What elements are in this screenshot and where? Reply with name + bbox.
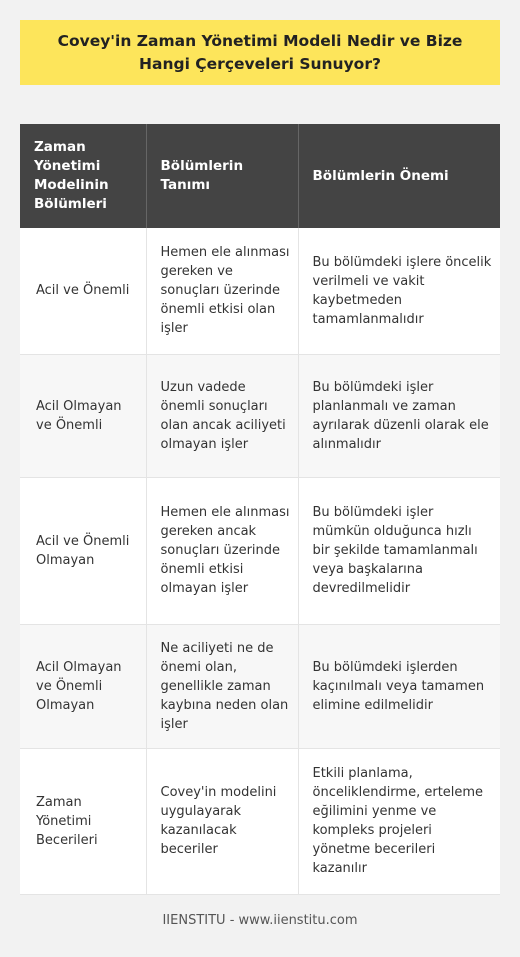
cell-definition: Hemen ele alınması gereken ancak sonuçları üzerinde önemli etkisi olmayan işler: [146, 477, 298, 624]
cell-section: Acil ve Önemli Olmayan: [20, 477, 146, 624]
cell-definition: Covey'in modelini uygulayarak kazanılacak beceriler: [146, 748, 298, 894]
footer-credit: IIENSTITU - www.iienstitu.com: [162, 913, 358, 928]
cell-importance: Bu bölümdeki işler mümkün olduğunca hızlı bir şekilde tamamlanmalı veya başkalarına devredilmelidir: [298, 477, 500, 624]
cell-definition: Uzun vadede önemli sonuçları olan ancak aciliyeti olmayan işler: [146, 354, 298, 477]
cell-importance: Bu bölümdeki işler planlanmalı ve zaman ayrılarak düzenli olarak ele alınmalıdır: [298, 354, 500, 477]
header-definition: Bölümlerin Tanımı: [146, 124, 298, 228]
cell-definition: Ne aciliyeti ne de önemi olan, genellikle zaman kaybına neden olan işler: [146, 624, 298, 748]
cell-importance: Etkili planlama, önceliklendirme, erteleme eğilimini yenme ve kompleks projeleri yönetme becerileri kazanılır: [298, 748, 500, 894]
table-row: [20, 748, 500, 894]
cell-section: Acil Olmayan ve Önemli: [20, 354, 146, 477]
title-banner: [20, 20, 500, 85]
cell-importance: Bu bölümdeki işlerden kaçınılmalı veya tamamen elimine edilmelidir: [298, 624, 500, 748]
table-row: [20, 624, 500, 748]
header-sections: Zaman Yönetimi Modelinin Bölümleri: [20, 124, 146, 228]
cell-section: Acil Olmayan ve Önemli Olmayan: [20, 624, 146, 748]
time-management-table: [20, 124, 500, 895]
header-importance: Bölümlerin Önemi: [298, 124, 500, 228]
cell-definition: Hemen ele alınması gereken ve sonuçları üzerinde önemli etkisi olan işler: [146, 228, 298, 354]
table-row: [20, 354, 500, 477]
cell-importance: Bu bölümdeki işlere öncelik verilmeli ve vakit kaybetmeden tamamlanmalıdır: [298, 228, 500, 354]
page-title: Covey'in Zaman Yönetimi Modeli Nedir ve Bize Hangi Çerçeveleri Sunuyor?: [57, 31, 463, 73]
table-row: [20, 228, 500, 354]
cell-section: Acil ve Önemli: [20, 228, 146, 354]
table-row: [20, 477, 500, 624]
table-header-row: [20, 124, 500, 228]
cell-section: Zaman Yönetimi Becerileri: [20, 748, 146, 894]
